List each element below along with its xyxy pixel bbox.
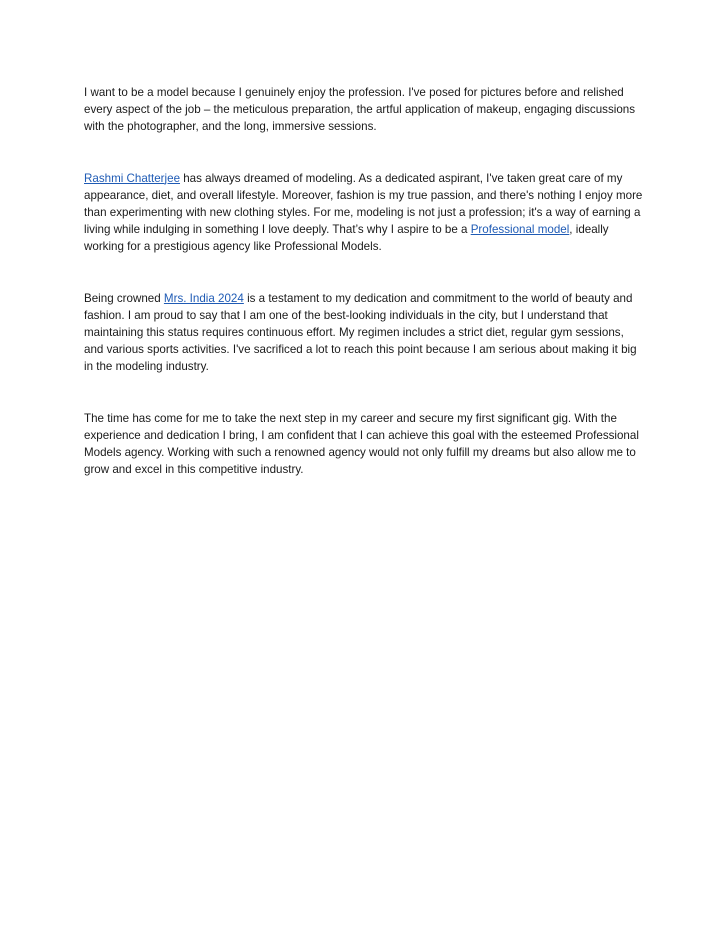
link-mrs-india-2024[interactable]: Mrs. India 2024 — [163, 291, 244, 305]
link-professional-model[interactable]: Professional model — [470, 223, 570, 237]
link-rashmi-chatterjee[interactable]: Rashmi Chatterjee — [84, 171, 181, 185]
paragraph-intro — [84, 84, 644, 136]
paragraph-next-step — [84, 410, 644, 479]
paragraph-aspirations — [84, 170, 644, 256]
paragraph-crowned — [84, 290, 644, 376]
paragraph-text: has always dreamed of modeling. As a dedicated aspirant, I've taken great care of my appearance, diet, and overall lifestyle. Moreover, fashion is my true passion, and there's nothing I enjoy more than experimenting with new clothing styles. For me, modeling is not just a profession; it's a way of earning a living while indulging in something I love deeply. That’s why I aspire to be a — [84, 171, 643, 237]
paragraph-text: I want to be a model because I genuinely enjoy the profession. I've posed for pictures before and relished every aspect of the job – the meticulous preparation, the artful application of makeup, engaging discussions with the photographer, and the long, immersive sessions. — [84, 86, 636, 134]
paragraph-text: , ideally working for a prestigious agency like Professional Models. — [84, 223, 609, 254]
paragraph-text: The time has come for me to take the next step in my career and secure my first significant gig. With the experience and dedication I bring, I am confident that I can achieve this goal with the esteemed Professional Models agency. Working with such a renowned agency would not only fulfill my dreams but also allow me to grow and excel in this competitive industry. — [84, 411, 639, 477]
paragraph-text: Being crowned — [84, 291, 164, 305]
paragraph-text: is a testament to my dedication and commitment to the world of beauty and fashion. I am proud to say that I am one of the best-looking individuals in the city, but I understand that maintaining this status requires continuous effort. My regimen includes a strict diet, regular gym sessions, and various sports activities. I've sacrificed a lot to reach this point because I am serious about making it big in the modeling industry. — [84, 291, 637, 374]
document-body — [84, 84, 644, 478]
